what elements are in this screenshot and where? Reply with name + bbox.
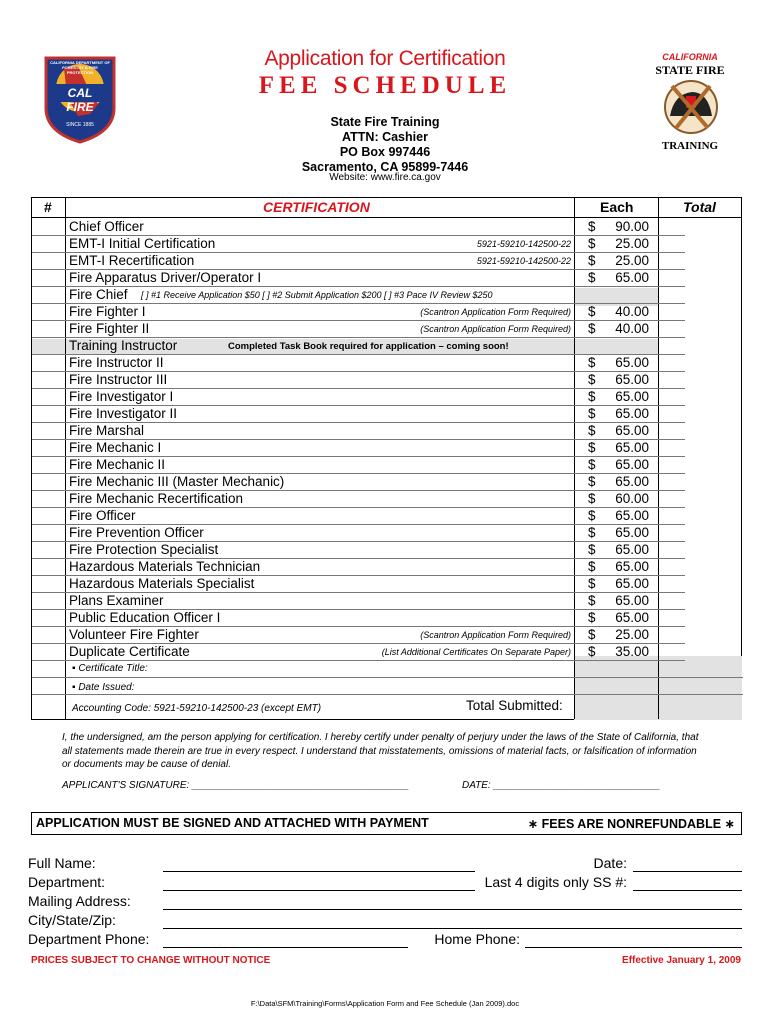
row-amount: 65.00 xyxy=(615,593,649,608)
row-amount: 65.00 xyxy=(615,474,649,489)
row-name: Training Instructor xyxy=(69,338,178,353)
table-row xyxy=(32,303,743,320)
table-row xyxy=(32,422,743,439)
row-dollar: $ xyxy=(588,219,596,234)
row-name: Fire Apparatus Driver/Operator I xyxy=(69,270,262,285)
home-phone-field[interactable] xyxy=(525,947,742,948)
row-amount: 40.00 xyxy=(615,304,649,319)
row-amount: 65.00 xyxy=(615,542,649,557)
application-title: Application for Certification xyxy=(264,47,506,70)
row-note: (List Additional Certificates On Separate Paper) xyxy=(381,647,571,657)
calfire-logo-ring-text: CALIFORNIA DEPARTMENT OF FORESTRY & FIRE PROTECTION xyxy=(50,60,110,75)
table-row xyxy=(32,541,743,558)
row-name: Fire Mechanic III (Master Mechanic) xyxy=(69,474,285,489)
col-total-header: Total xyxy=(683,199,716,215)
row-amount: 90.00 xyxy=(615,219,649,234)
fire-chief-options: [ ] #1 Receive Application $50 [ ] #2 Submit Application $200 [ ] #3 Pace IV Review $250 xyxy=(141,290,493,300)
row-dollar: $ xyxy=(588,593,596,608)
table-row xyxy=(32,235,743,252)
row-amount: 65.00 xyxy=(615,440,649,455)
table-row xyxy=(32,405,743,422)
row-dollar: $ xyxy=(588,474,596,489)
table-row xyxy=(32,252,743,269)
row-dollar: $ xyxy=(588,559,596,574)
row-name: Hazardous Materials Specialist xyxy=(69,576,255,591)
table-row xyxy=(32,371,743,388)
row-dollar: $ xyxy=(588,355,596,370)
row-separator xyxy=(32,677,743,678)
date-label: Date: xyxy=(593,855,627,871)
department-phone-field[interactable] xyxy=(163,947,408,948)
row-name: Duplicate Certificate xyxy=(69,644,190,659)
row-amount: 65.00 xyxy=(615,525,649,540)
mailing-address-label: Mailing Address: xyxy=(28,893,131,909)
row-name: Fire Mechanic II xyxy=(69,457,166,472)
table-row xyxy=(32,269,743,286)
row-name: Fire Chief xyxy=(69,287,128,302)
table-row xyxy=(32,643,743,660)
table-row xyxy=(32,473,743,490)
calfire-logo-since: SINCE 1885 xyxy=(66,122,94,128)
row-name: Fire Investigator I xyxy=(69,389,174,404)
table-row xyxy=(32,609,743,626)
row-dollar: $ xyxy=(588,457,596,472)
row-amount: 65.00 xyxy=(615,559,649,574)
row-amount: 40.00 xyxy=(615,321,649,336)
certificate-title-label: ▪ Certificate Title: xyxy=(72,663,148,674)
row-note: 5921-59210-142500-22 xyxy=(476,239,571,249)
signature-date-label[interactable]: DATE: ______________________________ xyxy=(462,780,661,791)
row-note: (Scantron Application Form Required) xyxy=(420,307,571,317)
row-name: Fire Mechanic I xyxy=(69,440,162,455)
full-name-label: Full Name: xyxy=(28,855,96,871)
row-name: EMT-I Recertification xyxy=(69,253,195,268)
col-certification-header: CERTIFICATION xyxy=(263,199,370,215)
address-line-4: Sacramento, CA 95899-7446 xyxy=(301,160,469,174)
row-dollar: $ xyxy=(588,236,596,251)
row-name: Fire Protection Specialist xyxy=(69,542,219,557)
row-name: Fire Marshal xyxy=(69,423,145,438)
row-dollar: $ xyxy=(588,321,596,336)
effective-date: Effective January 1, 2009 xyxy=(622,955,741,966)
row-name: Fire Officer xyxy=(69,508,136,523)
row-name: Volunteer Fire Fighter xyxy=(69,627,199,642)
row-amount: 65.00 xyxy=(615,270,649,285)
nonrefundable-notice: ∗ FEES ARE NONREFUNDABLE ∗ xyxy=(527,817,735,831)
row-dollar: $ xyxy=(588,508,596,523)
row-amount: 65.00 xyxy=(615,576,649,591)
row-amount: 25.00 xyxy=(615,253,649,268)
row-dollar: $ xyxy=(588,389,596,404)
row-note: 5921-59210-142500-22 xyxy=(476,256,571,266)
notice-box xyxy=(31,812,742,835)
file-path-footer: F:\Data\SFM\Training\Forms\Application Form and Fee Schedule (Jan 2009).doc xyxy=(250,999,520,1008)
row-name: Fire Prevention Officer xyxy=(69,525,204,540)
table-row xyxy=(32,626,743,643)
table-row xyxy=(32,592,743,609)
table-row xyxy=(32,558,743,575)
row-amount: 65.00 xyxy=(615,508,649,523)
row-dollar: $ xyxy=(588,406,596,421)
row-name: Fire Instructor III xyxy=(69,372,168,387)
department-label: Department: xyxy=(28,874,106,890)
row-name: Hazardous Materials Technician xyxy=(69,559,261,574)
row-amount: 65.00 xyxy=(615,423,649,438)
row-name: Fire Fighter I xyxy=(69,304,146,319)
calfire-logo-name: CAL FIRE xyxy=(66,86,94,114)
row-dollar: $ xyxy=(588,610,596,625)
row-dollar: $ xyxy=(588,644,596,659)
row-amount: 65.00 xyxy=(615,406,649,421)
city-state-zip-label: City/State/Zip: xyxy=(28,912,116,928)
row-dollar: $ xyxy=(588,627,596,642)
total-submitted-label: Total Submitted: xyxy=(466,698,563,713)
prices-notice: PRICES SUBJECT TO CHANGE WITHOUT NOTICE xyxy=(31,955,271,966)
row-note: (Scantron Application Form Required) xyxy=(420,324,571,334)
sft-logo-middle: STATE FIRE xyxy=(655,63,725,77)
row-dollar: $ xyxy=(588,542,596,557)
address-line-1: State Fire Training xyxy=(330,115,440,129)
helmet-icon xyxy=(662,78,720,136)
table-row xyxy=(32,388,743,405)
row-dollar: $ xyxy=(588,304,596,319)
row-amount: 35.00 xyxy=(615,644,649,659)
row-dollar: $ xyxy=(588,372,596,387)
table-row xyxy=(32,456,743,473)
sft-logo-bottom: TRAINING xyxy=(661,140,719,152)
department-phone-label: Department Phone: xyxy=(28,931,150,947)
col-num-header: # xyxy=(44,199,52,215)
table-row xyxy=(32,524,743,541)
row-dollar: $ xyxy=(588,253,596,268)
state-fire-training-logo xyxy=(640,52,740,156)
last4-ssn-label: Last 4 digits only SS #: xyxy=(484,874,627,890)
row-separator xyxy=(32,660,685,661)
row-name: Public Education Officer I xyxy=(69,610,221,625)
row-amount: 65.00 xyxy=(615,372,649,387)
table-row xyxy=(32,490,743,507)
row-separator xyxy=(32,694,743,695)
fee-schedule-title: FEE SCHEDULE xyxy=(258,72,512,99)
row-dollar: $ xyxy=(588,270,596,285)
row-name: Chief Officer xyxy=(69,219,144,234)
col-each-header: Each xyxy=(600,199,634,215)
table-row xyxy=(32,354,743,371)
mailing-address-field[interactable] xyxy=(163,909,742,910)
declaration-text: I, the undersigned, am the person applying for certification. I hereby certify under penalty of perjury under the laws of the State of California, that all statements made therein are true in every respect. I understand that misstatements, omissions of material facts, or falsification of information or documents may be cause of denial. xyxy=(62,732,699,770)
fee-table xyxy=(31,197,742,720)
row-amount: 65.00 xyxy=(615,389,649,404)
row-name: Fire Mechanic Recertification xyxy=(69,491,244,506)
row-amount: 65.00 xyxy=(615,610,649,625)
table-row xyxy=(32,575,743,592)
row-amount: 60.00 xyxy=(615,491,649,506)
row-name: Fire Instructor II xyxy=(69,355,164,370)
row-name: EMT-I Initial Certification xyxy=(69,236,216,251)
city-state-zip-field[interactable] xyxy=(163,928,742,929)
department-field[interactable] xyxy=(163,890,475,891)
address-line-3: PO Box 997446 xyxy=(339,145,431,159)
row-amount: 25.00 xyxy=(615,236,649,251)
row-dollar: $ xyxy=(588,423,596,438)
row-dollar: $ xyxy=(588,440,596,455)
address-line-2: ATTN: Cashier xyxy=(342,130,428,144)
row-name: Fire Investigator II xyxy=(69,406,178,421)
accounting-code: Accounting Code: 5921-59210-142500-23 (except EMT) xyxy=(72,703,322,714)
table-row xyxy=(32,439,743,456)
row-name: Plans Examiner xyxy=(69,593,164,608)
row-dollar: $ xyxy=(588,576,596,591)
date-field[interactable] xyxy=(633,871,742,872)
row-amount: 65.00 xyxy=(615,457,649,472)
full-name-field[interactable] xyxy=(163,871,475,872)
row-note: (Scantron Application Form Required) xyxy=(420,630,571,640)
row-amount: 65.00 xyxy=(615,355,649,370)
row-dollar: $ xyxy=(588,491,596,506)
table-row xyxy=(32,320,743,337)
sft-logo-top: CALIFORNIA xyxy=(662,52,718,62)
row-dollar: $ xyxy=(588,525,596,540)
row-name: Fire Fighter II xyxy=(69,321,150,336)
training-instructor-note: Completed Task Book required for application – coming soon! xyxy=(228,341,509,352)
home-phone-label: Home Phone: xyxy=(434,931,520,947)
website-text: Website: www.fire.ca.gov xyxy=(329,172,441,183)
row-amount: 25.00 xyxy=(615,627,649,642)
table-row xyxy=(32,507,743,524)
table-row xyxy=(32,218,743,235)
applicant-signature-label[interactable]: APPLICANT'S SIGNATURE: _______________________________________ xyxy=(62,780,409,791)
last4-ssn-field[interactable] xyxy=(633,890,742,891)
date-issued-label: ▪ Date Issued: xyxy=(72,682,135,693)
must-sign-notice: APPLICATION MUST BE SIGNED AND ATTACHED WITH PAYMENT xyxy=(36,816,429,830)
